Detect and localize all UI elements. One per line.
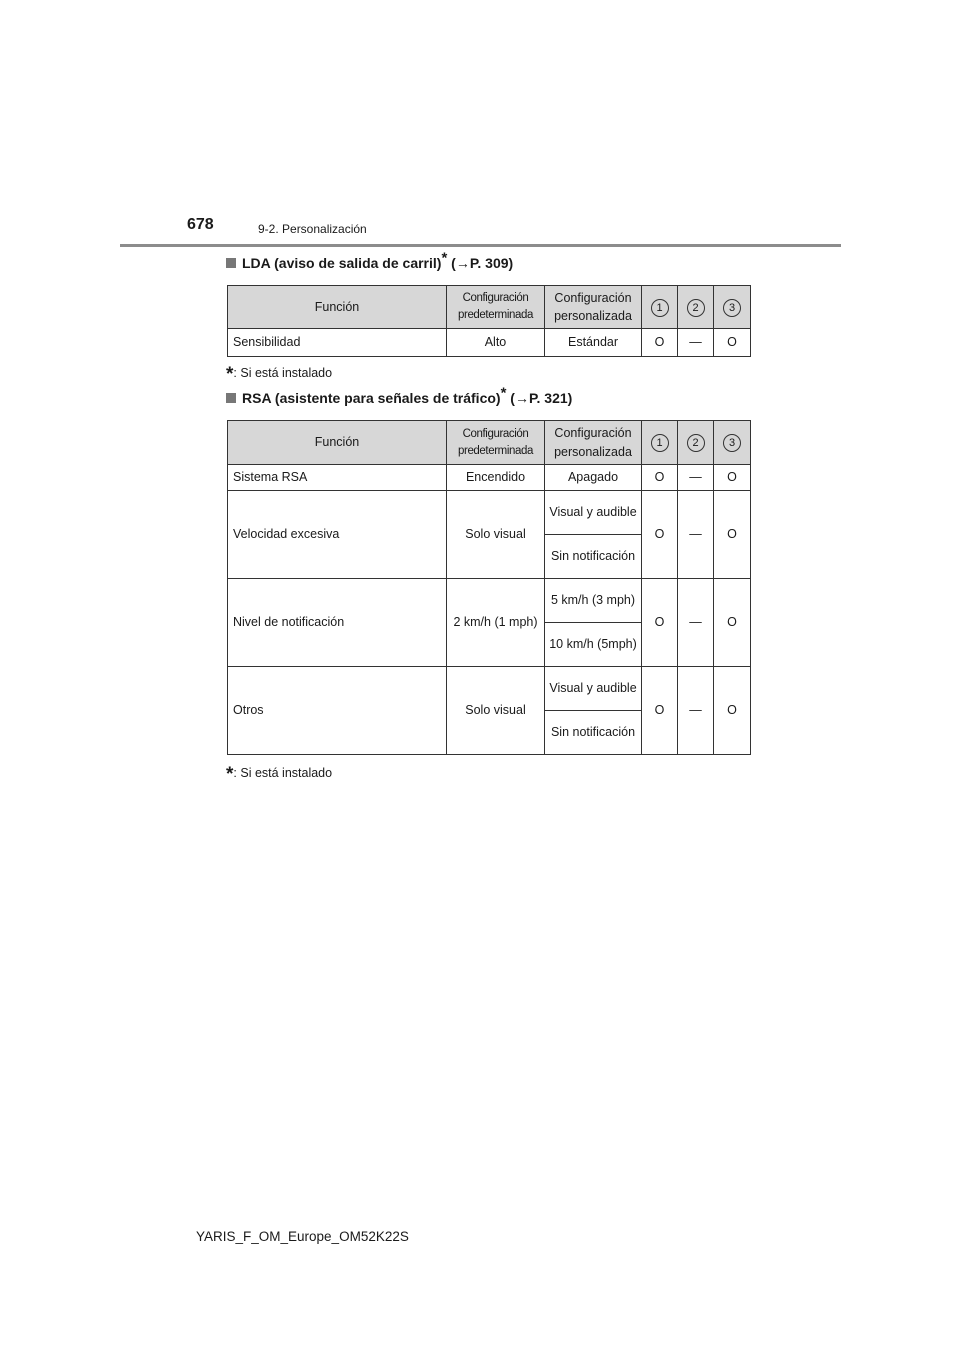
cell-method-3: O <box>714 329 751 357</box>
circled-3-icon: 3 <box>723 299 741 317</box>
cell-function: Sistema RSA <box>228 465 447 491</box>
cell-custom: Apagado <box>545 465 642 491</box>
circled-1-icon: 1 <box>651 434 669 452</box>
cell-method-1: O <box>642 491 678 579</box>
header-method-3 <box>714 421 751 465</box>
circled-2-icon: 2 <box>687 299 705 317</box>
cell-custom-option: 5 km/h (3 mph) <box>545 579 642 623</box>
table-row <box>228 329 751 357</box>
cell-custom-option: Visual y audible <box>545 667 642 711</box>
circled-3-icon: 3 <box>723 434 741 452</box>
cell-custom-option: Sin notificación <box>545 535 642 579</box>
square-bullet-icon <box>226 393 236 403</box>
section-title: 9-2. Personalización <box>258 222 367 236</box>
footnote-asterisk: * <box>226 764 234 785</box>
rsa-reference-link[interactable]: (→P. 321) <box>506 390 573 406</box>
cell-function: Sensibilidad <box>228 329 447 357</box>
footnote-asterisk: * <box>226 364 234 385</box>
cell-custom-option: 10 km/h (5mph) <box>545 623 642 667</box>
footnote-text: : Si está instalado <box>233 766 333 780</box>
header-method-1 <box>642 421 678 465</box>
header-function: Función <box>228 421 447 465</box>
cell-method-3: O <box>714 491 751 579</box>
header-custom-setting: Configuración personalizada <box>545 286 642 329</box>
cell-default: Solo visual <box>447 491 545 579</box>
lda-footnote <box>226 364 332 386</box>
cell-method-2: — <box>678 667 714 755</box>
cell-method-3: O <box>714 667 751 755</box>
cell-method-3: O <box>714 465 751 491</box>
header-method-2 <box>678 421 714 465</box>
table-row <box>228 465 751 491</box>
rsa-settings-table <box>227 420 751 755</box>
rsa-footnote <box>226 764 332 786</box>
cell-function: Otros <box>228 667 447 755</box>
rsa-asterisk: * <box>500 384 507 402</box>
cell-custom-option: Sin notificación <box>545 711 642 755</box>
header-method-2 <box>678 286 714 329</box>
header-method-1 <box>642 286 678 329</box>
cell-method-1: O <box>642 329 678 357</box>
lda-reference-link[interactable]: (→P. 309) <box>447 255 514 271</box>
table-row <box>228 579 751 623</box>
page-number: 678 <box>187 216 214 233</box>
circled-2-icon: 2 <box>687 434 705 452</box>
rsa-heading <box>226 384 573 406</box>
header-custom-setting: Configuración personalizada <box>545 421 642 465</box>
cell-method-1: O <box>642 667 678 755</box>
cell-method-3: O <box>714 579 751 667</box>
table-header-row <box>228 421 751 465</box>
cell-default: Alto <box>447 329 545 357</box>
cell-default: Solo visual <box>447 667 545 755</box>
table-row <box>228 491 751 535</box>
cell-method-2: — <box>678 491 714 579</box>
cell-function: Velocidad excesiva <box>228 491 447 579</box>
cell-method-1: O <box>642 465 678 491</box>
document-code: YARIS_F_OM_Europe_OM52K22S <box>196 1229 409 1244</box>
table-header-row <box>228 286 751 329</box>
lda-heading <box>226 249 514 271</box>
cell-custom: Estándar <box>545 329 642 357</box>
header-default-setting: Configuración predeterminada <box>447 421 545 465</box>
lda-title: LDA (aviso de salida de carril) <box>242 255 442 271</box>
footnote-text: : Si está instalado <box>233 366 333 380</box>
circled-1-icon: 1 <box>651 299 669 317</box>
cell-method-2: — <box>678 579 714 667</box>
header-divider <box>120 244 841 247</box>
cell-function: Nivel de notificación <box>228 579 447 667</box>
header-method-3 <box>714 286 751 329</box>
cell-method-2: — <box>678 329 714 357</box>
cell-method-1: O <box>642 579 678 667</box>
cell-custom-option: Visual y audible <box>545 491 642 535</box>
header-function: Función <box>228 286 447 329</box>
header-default-setting: Configuración predeterminada <box>447 286 545 329</box>
table-row <box>228 667 751 711</box>
cell-method-2: — <box>678 465 714 491</box>
square-bullet-icon <box>226 258 236 268</box>
rsa-title: RSA (asistente para señales de tráfico) <box>242 390 501 406</box>
lda-asterisk: * <box>441 249 448 267</box>
cell-default: 2 km/h (1 mph) <box>447 579 545 667</box>
cell-default: Encendido <box>447 465 545 491</box>
lda-settings-table <box>227 285 751 357</box>
